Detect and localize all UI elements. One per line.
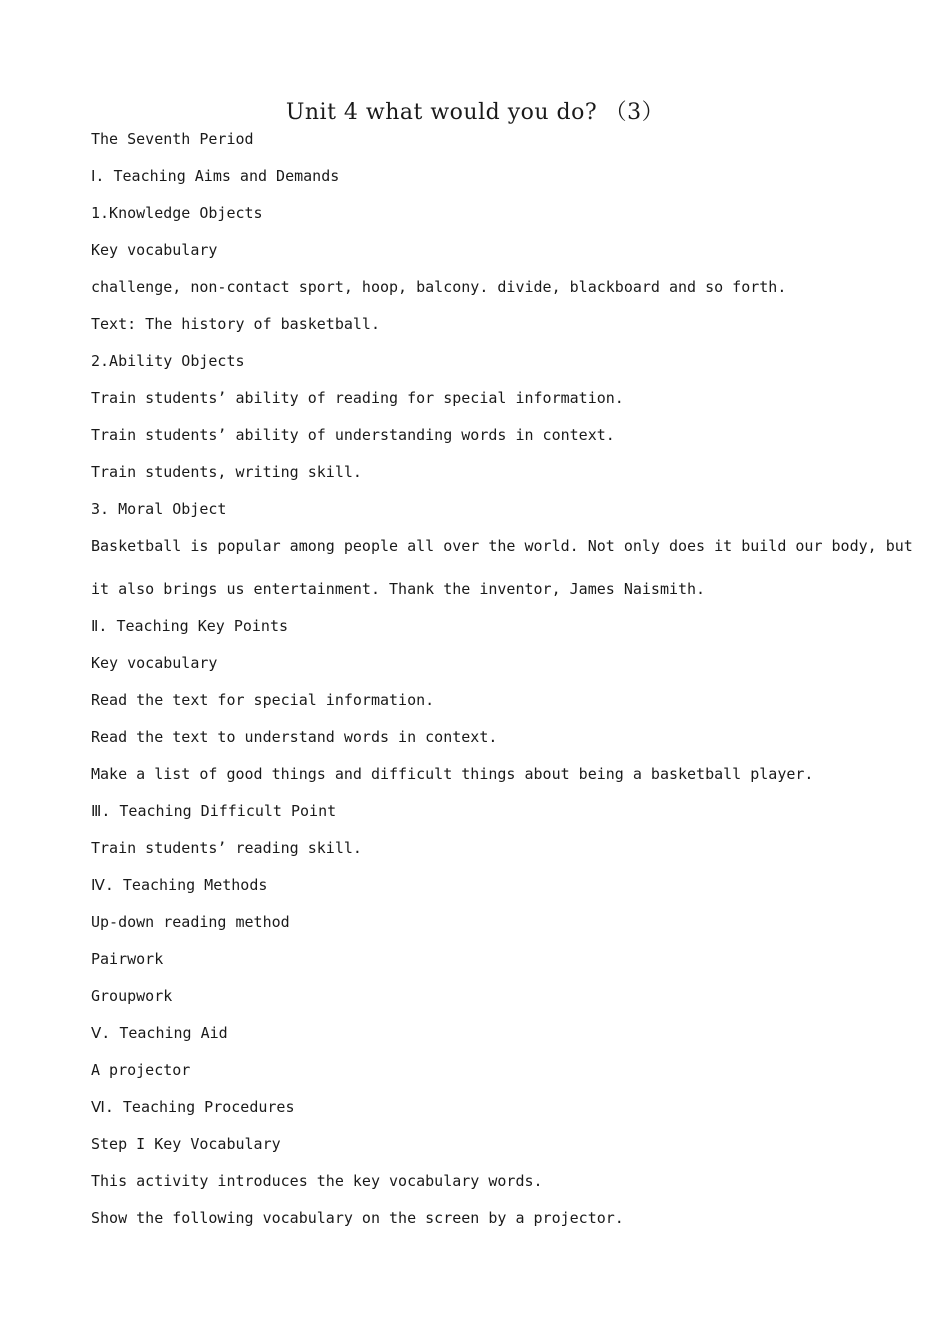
text-line: Groupwork bbox=[91, 987, 173, 1005]
text-line: Train students’ ability of understanding words in context. bbox=[91, 426, 615, 444]
text-line: Show the following vocabulary on the screen by a projector. bbox=[91, 1209, 624, 1227]
text-line: Key vocabulary bbox=[91, 241, 218, 259]
text-line: Make a list of good things and difficult things about being a basketball player. bbox=[91, 765, 814, 783]
subheading-knowledge: 1.Knowledge Objects bbox=[91, 204, 263, 222]
subheading-ability: 2.Ability Objects bbox=[91, 352, 245, 370]
text-line: Pairwork bbox=[91, 950, 164, 968]
section-heading-difficult-point: Ⅲ. Teaching Difficult Point bbox=[91, 802, 337, 820]
text-line: Key vocabulary bbox=[91, 654, 218, 672]
text-line: This activity introduces the key vocabulary words. bbox=[91, 1172, 543, 1190]
section-heading-aims: Ⅰ. Teaching Aims and Demands bbox=[91, 167, 340, 185]
step-heading: Step I Key Vocabulary bbox=[91, 1135, 281, 1153]
text-line: challenge, non-contact sport, hoop, balcony. divide, blackboard and so forth. bbox=[91, 278, 787, 296]
period-line: The Seventh Period bbox=[91, 130, 254, 148]
text-line: Read the text to understand words in context. bbox=[91, 728, 498, 746]
text-line: Up-down reading method bbox=[91, 913, 290, 931]
document-title: Unit 4 what would you do? （3） bbox=[285, 100, 665, 125]
text-line: Train students’ reading skill. bbox=[91, 839, 362, 857]
text-line: A projector bbox=[91, 1061, 191, 1079]
section-heading-key-points: Ⅱ. Teaching Key Points bbox=[91, 617, 289, 635]
text-line: it also brings us entertainment. Thank the inventor, James Naismith. bbox=[91, 580, 706, 598]
text-line: Basketball is popular among people all over the world. Not only does it build our body, but bbox=[91, 537, 913, 555]
section-heading-aid: Ⅴ. Teaching Aid bbox=[91, 1024, 228, 1042]
subheading-moral: 3. Moral Object bbox=[91, 500, 227, 518]
section-heading-procedures: Ⅵ. Teaching Procedures bbox=[91, 1098, 295, 1116]
text-line: Train students, writing skill. bbox=[91, 463, 362, 481]
text-line: Train students’ ability of reading for special information. bbox=[91, 389, 624, 407]
text-line: Text: The history of basketball. bbox=[91, 315, 380, 333]
section-heading-methods: Ⅳ. Teaching Methods bbox=[91, 876, 268, 894]
text-line: Read the text for special information. bbox=[91, 691, 435, 709]
